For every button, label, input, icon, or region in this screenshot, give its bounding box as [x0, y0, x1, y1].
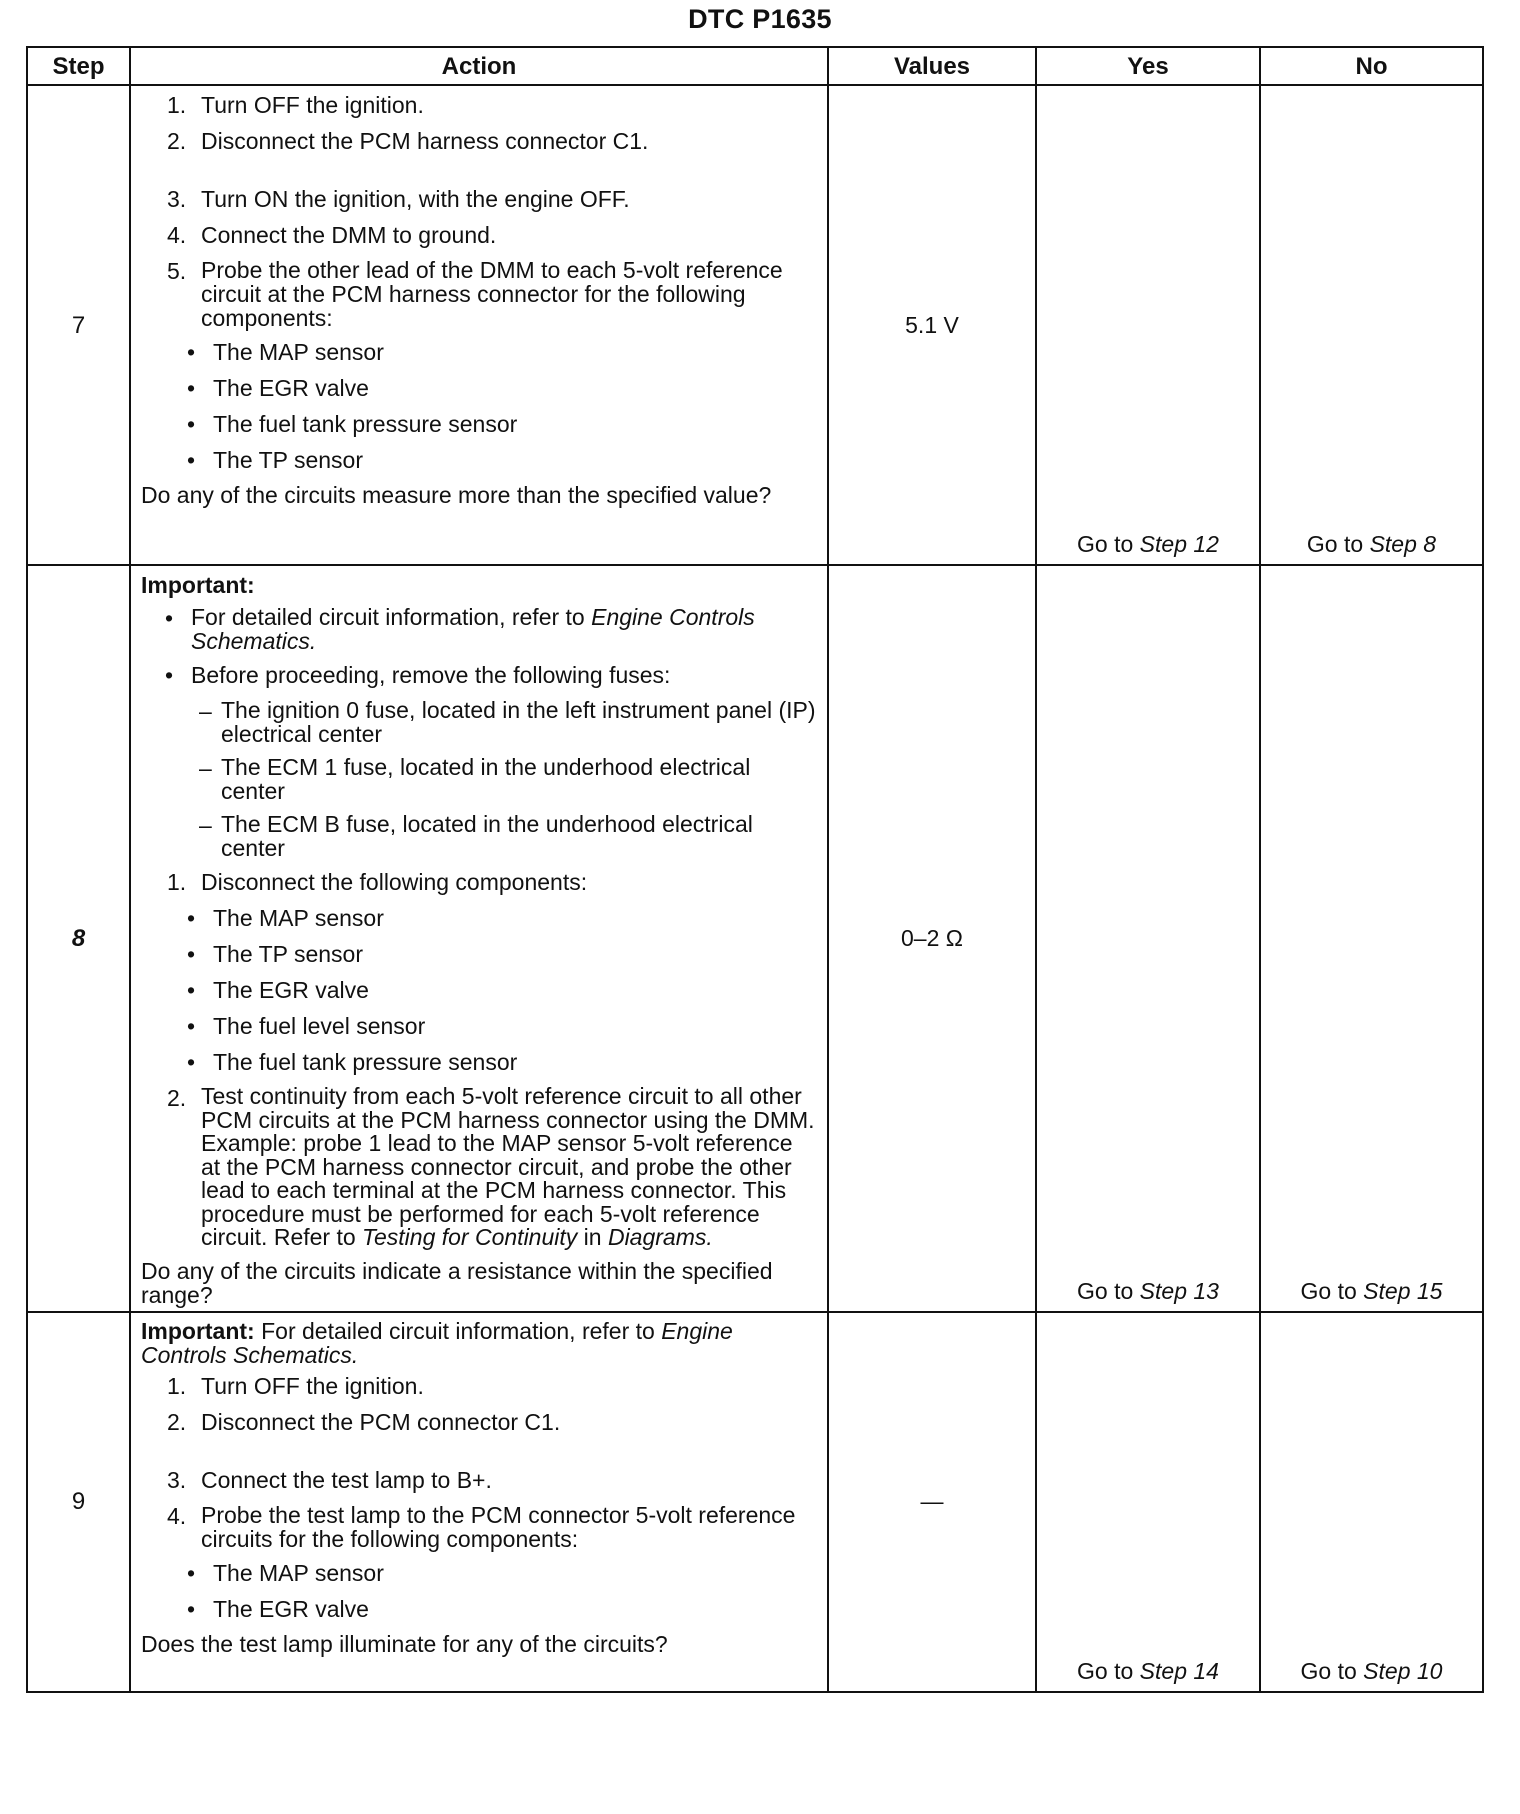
list-item: 1. Disconnect the following components: — [167, 869, 588, 895]
no-cell: Go to Step 15 — [1260, 565, 1483, 1312]
step-number: 8 — [27, 565, 130, 1312]
bullet-item: • The MAP sensor — [187, 339, 384, 365]
list-item: 2. Disconnect the PCM harness connector C1. — [167, 128, 649, 154]
list-item: 3. Connect the test lamp to B+. — [167, 1466, 492, 1493]
yes-cell: Go to Step 14 — [1036, 1312, 1260, 1692]
bullet-item: • The MAP sensor — [187, 1559, 384, 1586]
no-cell: Go to Step 10 — [1260, 1312, 1483, 1692]
bullet-item: • The EGR valve — [187, 375, 369, 401]
yes-step-ref: Step 14 — [1139, 1657, 1219, 1684]
yes-step-ref: Step 13 — [1139, 1277, 1219, 1304]
bullet-item: • The EGR valve — [187, 1595, 369, 1622]
bullet-item: • The TP sensor — [187, 447, 364, 473]
step-number: 7 — [27, 85, 130, 565]
step-number: 9 — [27, 1312, 130, 1692]
bullet-item: • For detailed circuit information, refer to Engine Controls Schematics. — [165, 604, 755, 654]
no-cell: Go to Step 8 — [1260, 85, 1483, 565]
action-cell — [130, 565, 828, 1312]
yes-cell: Go to Step 12 — [1036, 85, 1260, 565]
list-item: 2. Disconnect the PCM connector C1. — [167, 1408, 561, 1435]
header-step: Step — [27, 47, 130, 85]
fuse-item: – The ECM B fuse, located in the underhood electrical center — [199, 811, 753, 861]
bullet-item: • The TP sensor — [187, 941, 364, 967]
page-title: DTC P1635 — [688, 4, 832, 34]
question: Does the test lamp illuminate for any of the circuits? — [141, 1630, 668, 1657]
list-item: 1. Turn OFF the ignition. — [167, 92, 424, 118]
bullet-item: • The MAP sensor — [187, 905, 384, 931]
list-item: 3. Turn ON the ignition, with the engine OFF. — [167, 186, 630, 212]
table-row — [27, 565, 1483, 1312]
question: Do any of the circuits measure more than the specified value? — [141, 482, 772, 508]
yes-cell: Go to Step 13 — [1036, 565, 1260, 1312]
header-action: Action — [130, 47, 828, 85]
fuse-item: – The ECM 1 fuse, located in the underhood electrical center — [199, 754, 751, 804]
header-values: Values — [828, 47, 1036, 85]
important-note: Important: For detailed circuit information, refer to Engine Controls Schematics. — [141, 1317, 733, 1368]
list-item: 4. Connect the DMM to ground. — [167, 222, 497, 248]
question: Do any of the circuits indicate a resistance within the specified range? — [141, 1257, 773, 1308]
bullet-item: • The fuel level sensor — [187, 1013, 426, 1039]
fuse-item: – The ignition 0 fuse, located in the left instrument panel (IP) electrical center — [199, 697, 816, 747]
table-row — [27, 85, 1483, 565]
header-no: No — [1260, 47, 1483, 85]
yes-step-ref: Step 12 — [1139, 531, 1219, 557]
action-cell — [130, 1312, 828, 1692]
important-label: Important: — [141, 572, 255, 598]
value-cell: 0–2 Ω — [828, 565, 1036, 1312]
list-item: 1. Turn OFF the ignition. — [167, 1372, 424, 1399]
no-step-ref: Step 10 — [1363, 1657, 1443, 1684]
no-step-ref: Step 8 — [1369, 531, 1437, 557]
action-cell — [130, 85, 828, 565]
list-item: 5. Probe the other lead of the DMM to each 5-volt reference circuit at the PCM harness connector for the following components: — [167, 257, 783, 331]
header-yes: Yes — [1036, 47, 1260, 85]
list-item: 4. Probe the test lamp to the PCM connector 5-volt reference circuits for the following components: — [167, 1501, 796, 1552]
bullet-item: • The fuel tank pressure sensor — [187, 411, 518, 437]
bullet-item: • The fuel tank pressure sensor — [187, 1049, 518, 1075]
list-item: 2. Test continuity from each 5-volt reference circuit to all other PCM circuits at the PCM harness connector using the DMM. Example: probe 1 lead to the MAP sensor 5-volt reference at the PCM harness connector circuit, and probe the other lead to each terminal at the PCM harness connector. This procedure must be performed for each 5-volt reference circuit. Refer to Testing for Continuity in Diagrams. — [167, 1083, 815, 1250]
bullet-item: • Before proceeding, remove the following fuses: — [165, 662, 671, 688]
value-cell: 5.1 V — [828, 85, 1036, 565]
dtc-table — [26, 46, 1484, 1693]
no-step-ref: Step 15 — [1363, 1277, 1443, 1304]
header-row — [27, 47, 1483, 85]
value-cell: — — [828, 1312, 1036, 1692]
bullet-item: • The EGR valve — [187, 977, 369, 1003]
table-row — [27, 1312, 1483, 1692]
